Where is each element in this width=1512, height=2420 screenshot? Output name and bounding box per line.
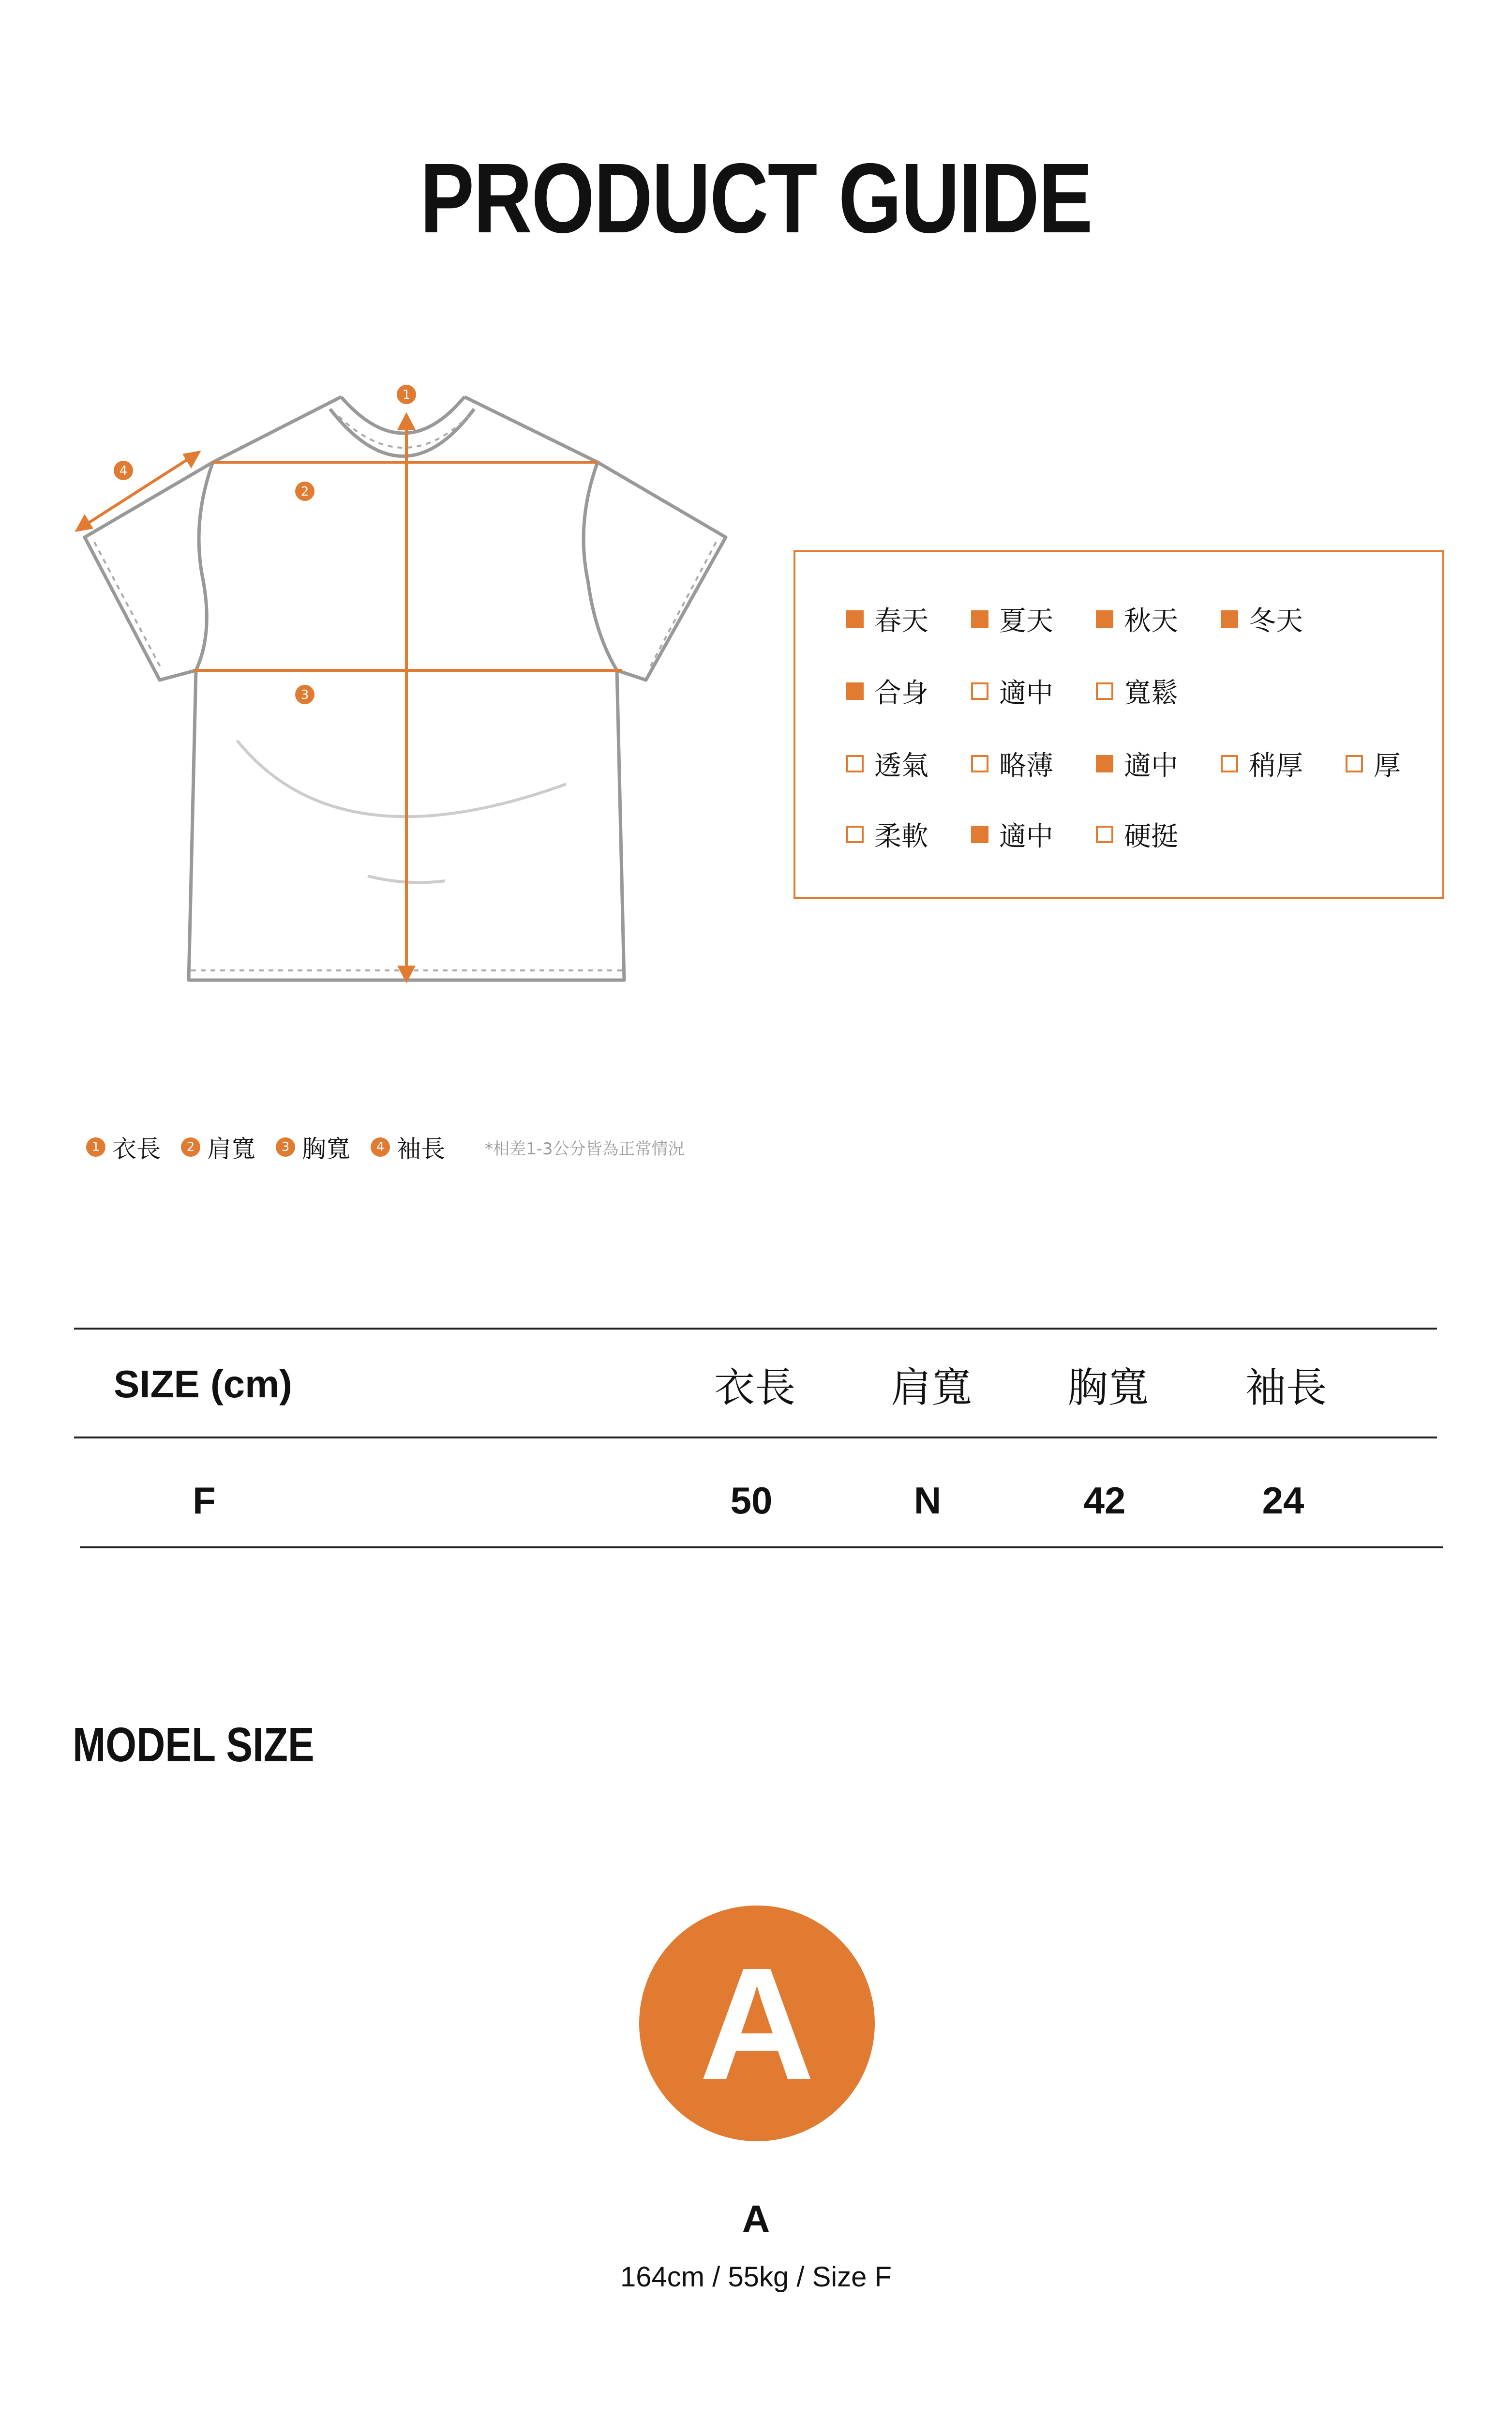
attr-spring: 春天 bbox=[846, 600, 928, 638]
attr-stiff: 硬挺 bbox=[1096, 815, 1178, 854]
attr-breathable: 透氣 bbox=[846, 744, 928, 783]
attr-thin: 略薄 bbox=[971, 744, 1053, 783]
table-bottom-rule bbox=[80, 1546, 1443, 1548]
number-badge-icon: 4 bbox=[371, 1137, 390, 1157]
attr-winter: 冬天 bbox=[1221, 600, 1303, 638]
table-cell-size: F bbox=[193, 1479, 216, 1522]
attr-fit-regular: 適中 bbox=[971, 672, 1053, 711]
attr-thick: 厚 bbox=[1346, 744, 1401, 783]
attr-slightly-thick: 稍厚 bbox=[1221, 744, 1303, 783]
page-title: PRODUCT GUIDE bbox=[420, 143, 1092, 254]
model-avatar: A bbox=[639, 1906, 875, 2141]
legend-item-shoulder: 2 肩寬 bbox=[181, 1130, 255, 1165]
table-cell-length: 50 bbox=[730, 1479, 773, 1522]
table-cell-chest: 42 bbox=[1083, 1479, 1126, 1522]
table-header-size: SIZE (cm) bbox=[114, 1362, 292, 1406]
table-header-chest: 胸寬 bbox=[1067, 1363, 1149, 1411]
table-cell-sleeve: 24 bbox=[1262, 1479, 1304, 1522]
model-stats: 164cm / 55kg / Size F bbox=[620, 2261, 892, 2293]
attr-fit-slim: 合身 bbox=[846, 672, 928, 711]
marker-3-label: 3 bbox=[300, 688, 309, 702]
attr-medium-thickness: 適中 bbox=[1096, 744, 1178, 783]
tolerance-note: *相差1-3公分皆為正常情況 bbox=[485, 1139, 685, 1159]
marker-4-label: 4 bbox=[119, 464, 128, 478]
table-header-sleeve: 袖長 bbox=[1245, 1363, 1327, 1411]
legend-item-chest: 3 胸寬 bbox=[276, 1130, 350, 1165]
table-header-rule bbox=[74, 1437, 1437, 1438]
marker-2-label: 2 bbox=[300, 484, 309, 499]
attr-fit-loose: 寬鬆 bbox=[1096, 672, 1178, 711]
attr-summer: 夏天 bbox=[971, 600, 1053, 638]
table-cell-shoulder: N bbox=[913, 1479, 942, 1522]
number-badge-icon: 2 bbox=[181, 1137, 200, 1157]
attr-autumn: 秋天 bbox=[1096, 600, 1178, 638]
table-header-shoulder: 肩寬 bbox=[890, 1363, 972, 1411]
attr-soft: 柔軟 bbox=[846, 815, 928, 854]
model-name: A bbox=[742, 2197, 770, 2240]
legend-item-length: 1 衣長 bbox=[86, 1130, 161, 1165]
model-size-title: MODEL SIZE bbox=[73, 1718, 314, 1772]
legend-item-sleeve: 4 袖長 bbox=[371, 1130, 445, 1165]
number-badge-icon: 3 bbox=[276, 1137, 295, 1157]
number-badge-icon: 1 bbox=[86, 1137, 105, 1157]
attr-medium-softness: 適中 bbox=[971, 815, 1053, 854]
marker-1-label: 1 bbox=[402, 388, 411, 402]
table-top-rule bbox=[74, 1328, 1437, 1330]
table-header-length: 衣長 bbox=[714, 1363, 795, 1411]
